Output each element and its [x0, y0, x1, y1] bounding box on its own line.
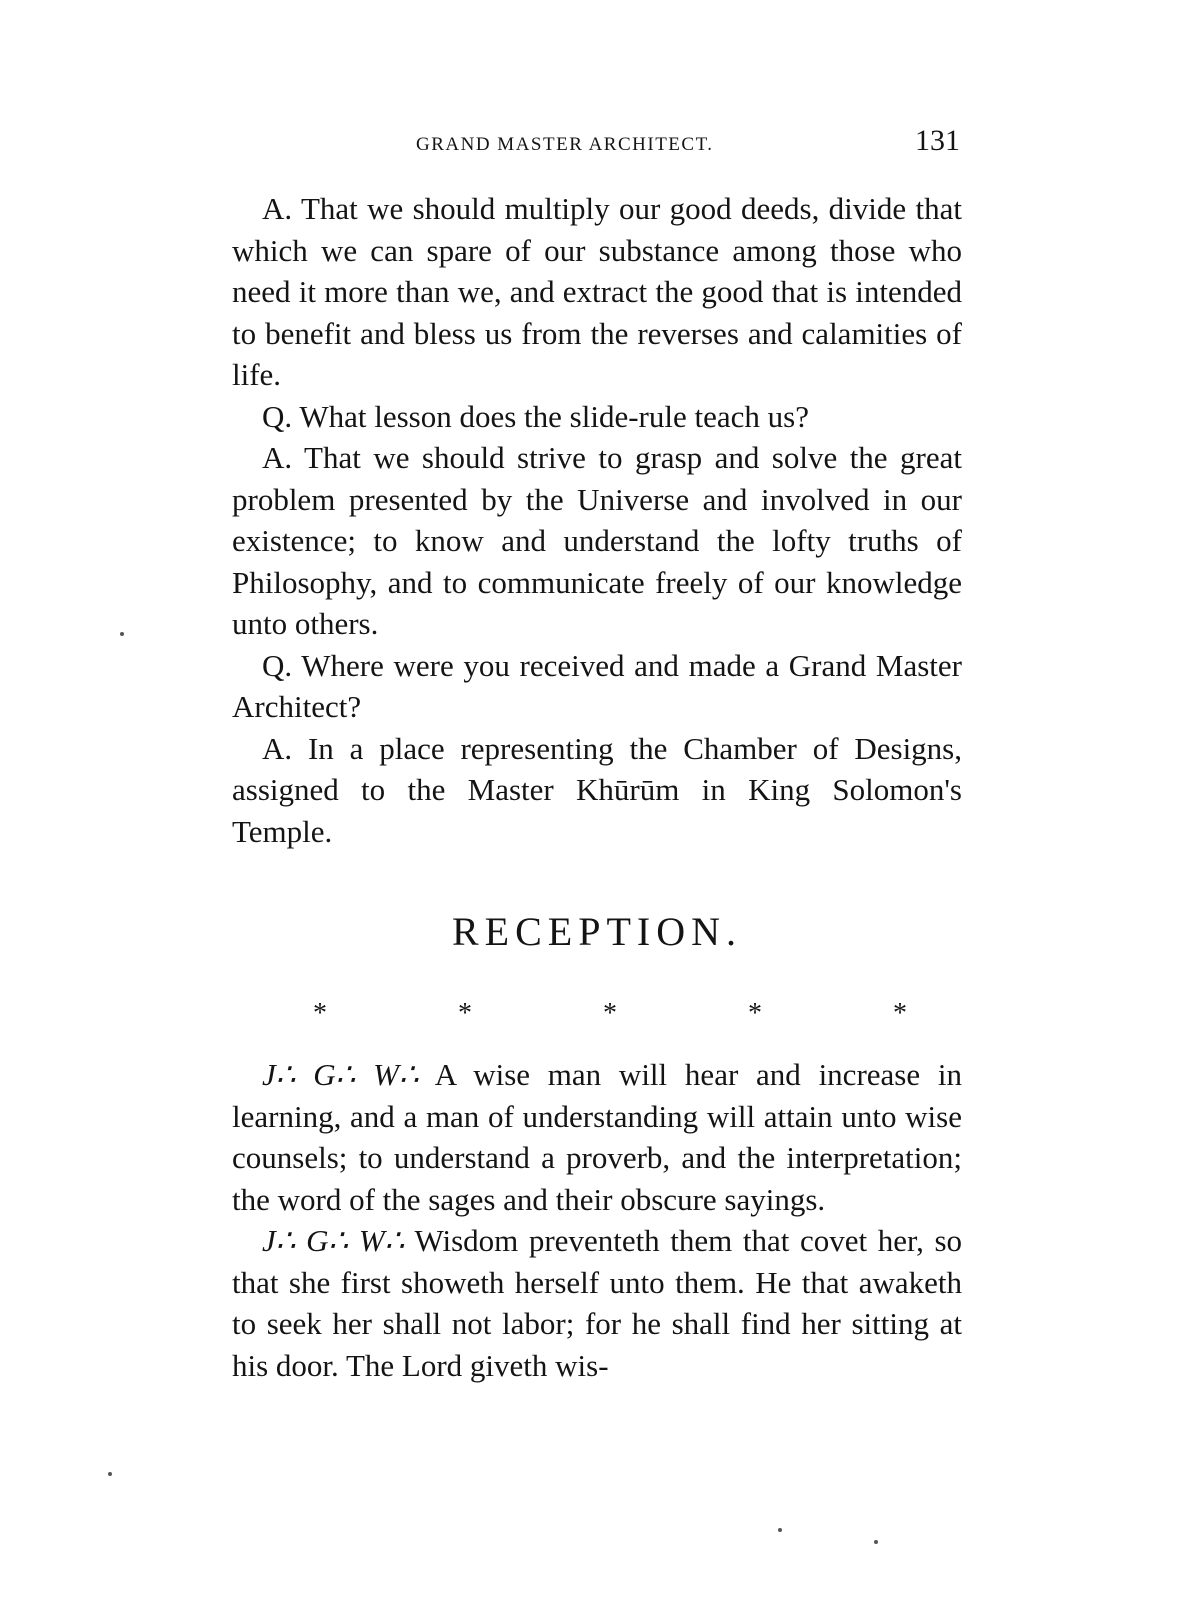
paragraph-text: That we should multiply our good deeds, divide that which we can spare of our substance among those who need it more than we, and extract the good that is intended to benefit and bless us from the reverses and calamities of life.: [232, 191, 962, 392]
paragraph-text: Wisdom preventeth them that covet her, so that she first showeth herself unto them. He that awaketh to seek her shall not labor; for he shall find her sitting at his door. The Lord giveth wis-: [232, 1223, 963, 1383]
paragraph-text: A wise man will hear and increase in learning, and a man of understanding will attain unto wise counsels; to understand a proverb, and the interpretation; the word of the sages and their obscure sayings.: [232, 1057, 962, 1217]
question-paragraph: [232, 396, 962, 438]
reception-text: [232, 1054, 962, 1386]
paragraph-prefix: A.: [262, 440, 293, 475]
paragraph-text: That we should strive to grasp and solve the great problem presented by the Universe and involved in our existence; to know and understand the lofty truths of Philosophy, and to communicate freely of our knowledge unto others.: [232, 440, 962, 641]
asterisk: *: [458, 998, 472, 1029]
speaker-label: J∴ G∴ W∴: [262, 1057, 419, 1092]
question-paragraph: [232, 645, 962, 728]
asterisk: *: [748, 998, 762, 1029]
answer-paragraph: [232, 188, 962, 396]
speech-paragraph: [232, 1054, 962, 1220]
running-head: [236, 124, 960, 160]
scan-speck: [874, 1540, 878, 1544]
scan-speck: [108, 1472, 112, 1476]
asterisk: *: [313, 998, 327, 1029]
asterisk: *: [603, 998, 617, 1029]
paragraph-prefix: Q.: [262, 647, 293, 683]
paragraph-prefix: A.: [262, 191, 293, 226]
paragraph-text: In a place representing the Chamber of Designs, assigned to the Master Khūrūm in King Solomon's Temple.: [232, 730, 963, 849]
scan-speck: [778, 1528, 782, 1532]
paragraph-prefix: A.: [262, 730, 293, 766]
answer-paragraph: [232, 728, 962, 853]
scan-speck: [120, 632, 124, 636]
asterisk: *: [893, 998, 907, 1029]
paragraph-prefix: Q.: [262, 398, 293, 434]
catechism-text: [232, 188, 962, 852]
paragraph-text: What lesson does the slide-rule teach us?: [299, 398, 809, 434]
page-number: 131: [915, 124, 960, 157]
speech-paragraph: [232, 1220, 962, 1386]
section-heading: RECEPTION.: [452, 909, 742, 954]
answer-paragraph: [232, 437, 962, 645]
running-title: GRAND MASTER ARCHITECT.: [416, 134, 714, 155]
speaker-label: J∴ G∴ W∴: [262, 1223, 405, 1258]
paragraph-text: Where were you received and made a Grand Master Architect?: [232, 647, 962, 724]
asterism-divider: [300, 998, 920, 1030]
